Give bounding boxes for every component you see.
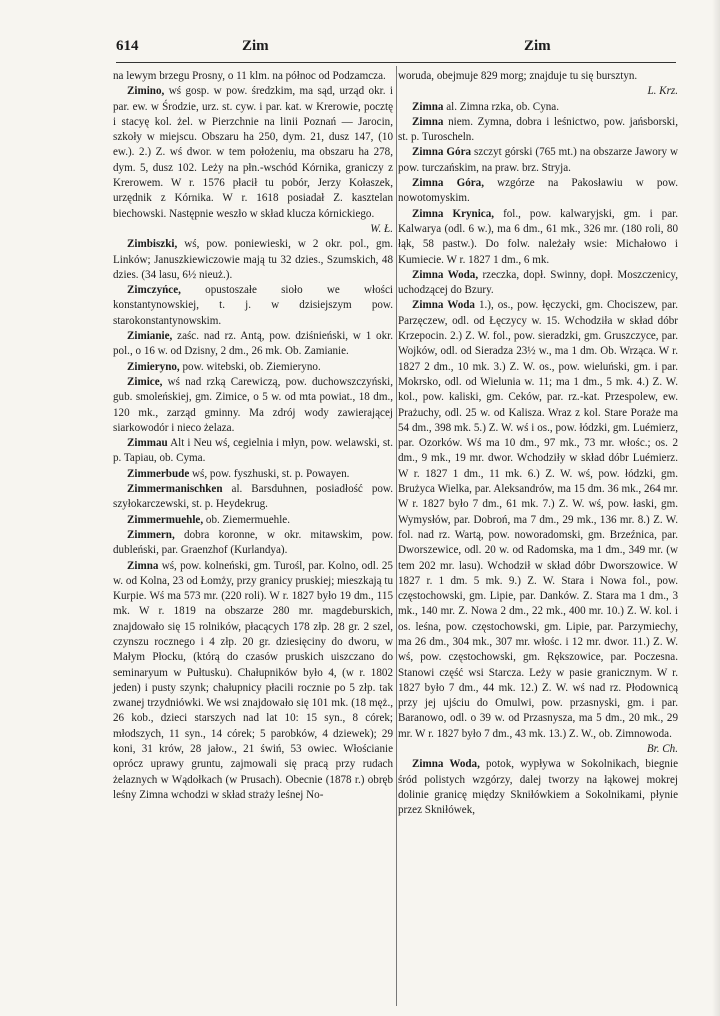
page-edge-shadow [712, 0, 720, 1016]
entry-headword: Zimna Woda, [412, 268, 479, 281]
dictionary-entry [113, 375, 393, 436]
dictionary-entry [398, 176, 678, 207]
running-title-right: Zim [524, 38, 551, 54]
entry-headword: Zimna [412, 100, 444, 113]
dictionary-entry [113, 482, 393, 513]
entry-headword: Zimianie, [127, 330, 173, 343]
entry-headword: Zimna Woda, [412, 758, 480, 771]
dictionary-entry [113, 329, 393, 360]
entry-text: Alt i Neu wś, cegielnia i młyn, pow. welawski, st. p. Tapiau, ob. Cyma. [113, 437, 393, 465]
dictionary-entry [398, 145, 678, 176]
entry-headword: Zimna [412, 115, 444, 128]
dictionary-entry [398, 207, 678, 268]
entry-headword: Zimmermanischken [127, 483, 223, 496]
entry-headword: Zimieryno, [127, 360, 180, 373]
dictionary-entry [398, 757, 678, 818]
dictionary-entry [113, 84, 393, 237]
entry-text: pow. witebski, ob. Ziemieryno. [182, 360, 321, 373]
entry-text: wś gosp. w pow. średzkim, ma sąd, urząd okr. i par. ew. w Środzie, urz. st. cyw. i par. kat. w Krerowie, pocztę i stacyę kol. żel. w Pierzchnie na linii Poznań — Jarocin, szkoły w miejscu. Obszaru ha 250, dym. 21, dusz 147, (10 ew.). 2.) Z. wś dwor. w tem położeniu, ma obszaru ha 278, dym. 5, dusz 102. Leży na płn.-wschód Kórnika, graniczy z Krerowem. W r. 1576 płacił tu pobór, Jerzy Kołaszek, urzędnik z Kórnika. W r. 1618 posiadał Z. kasztelan biechowski. Następnie weszło w skład klucza kórnickiego. [113, 85, 393, 220]
dictionary-entry [113, 513, 393, 528]
entry-headword: Zimbiszki, [127, 238, 178, 251]
dictionary-entry [113, 559, 393, 804]
entry-text: wś, pow. fyszhuski, st. p. Powayen. [192, 467, 350, 480]
author-signature: W. Ł. [370, 222, 393, 235]
dictionary-entry [398, 268, 678, 299]
entry-text: zaśc. nad rz. Antą, pow. dziśnieński, w 1 okr. pol., o 16 w. od Dzisny, 2 dm., 26 mk. Ob. Zamianie. [113, 330, 394, 358]
dictionary-entry [113, 283, 393, 329]
entry-text: fol., pow. kalwaryjski, gm. i par. Kalwarya (odl. 6 w.), ma 6 dm., 61 mk., 326 mr. (180 roli, 80 łąk, 58 pastw.). Do folw. należały wsie: Michałowo i Kumiecie. W r. 1827 1 dm., 6 mk. [398, 207, 678, 266]
dictionary-entry [113, 436, 393, 467]
dictionary-entry [113, 237, 393, 283]
entry-headword: Zimmau [127, 437, 168, 450]
entry-text: dobra koronne, w okr. mitawskim, pow. dubleński, par. Graenzhof (Kurlandya). [113, 528, 393, 557]
entry-text: al. Zimna rzka, ob. Cyna. [446, 100, 559, 113]
entry-headword: Zimna Krynica, [412, 207, 495, 220]
dictionary-entry [113, 69, 393, 84]
running-title-left: Zim [242, 38, 269, 54]
entry-headword: Zimmern, [127, 528, 175, 541]
dictionary-entry [398, 69, 678, 100]
entry-headword: Zimino, [127, 85, 165, 98]
dictionary-entry [398, 115, 678, 146]
entry-headword: Zimna [127, 559, 159, 572]
entry-headword: Zimmerbude [127, 467, 190, 480]
right-column [398, 69, 678, 819]
entry-headword: Zimice, [127, 375, 163, 388]
author-signature: Br. Ch. [646, 743, 678, 756]
header-rule [116, 62, 676, 63]
author-signature: L. Krz. [647, 85, 678, 98]
column-divider [396, 66, 397, 1006]
entry-text: niem. Zymna, dobra i leśnictwo, pow. jańsborski, st. p. Turoscheln. [398, 115, 678, 144]
entry-text: na lewym brzegu Prosny, o 11 klm. na północ od Podzamcza. [113, 70, 386, 82]
entry-text: potok, wypływa w Sokolnikach, biegnie śród polistych wzgórzy, dalej tworzy na łąkowej mokrej dolinie granicę między Skniłówkiem a Sokolnikami, płynie przez Skniłówek, [398, 758, 678, 817]
entry-text: wś nad rzką Carewiczą, pow. duchowszczyński, gub. smoleńskiej, gm. Zimice, o 5 w. od mta powiat., 18 dm., 120 mk., zarząd gminny. Ma zdrój wody zawierającej siarkowodór i nieco żelaza. [113, 375, 393, 434]
dictionary-entry [113, 360, 393, 375]
entry-text: al. Barsduhnen, posiadłość pow. szyłokarczewski, st. p. Heydekrug. [113, 483, 393, 511]
entry-text: szczyt górski (765 mt.) na obszarze Jawory w pow. turczańskim, na praw. brz. Stryja. [398, 146, 678, 174]
dictionary-entry [398, 100, 678, 115]
entry-headword: Zimna Góra, [412, 177, 484, 190]
entry-text: ob. Ziemermuehle. [205, 513, 290, 526]
entry-headword: Zimna Woda [412, 299, 475, 312]
entry-headword: Zimna Góra [412, 146, 472, 159]
dictionary-entry [398, 298, 678, 757]
dictionary-entry [113, 467, 393, 482]
entry-text: opustoszałe sioło we włości konstantynowskiej, t. j. w dzisiejszym pow. starokonstantynowskim. [113, 284, 393, 327]
entry-text: wzgórze na Pakosławiu w pow. nowotomyskim. [398, 177, 678, 205]
entry-headword: Zimmermuehle, [127, 513, 204, 526]
entry-text: rzeczka, dopł. Swinny, dopł. Moszczenicy, uchodzącej do Bzury. [398, 268, 678, 297]
entry-text: wś, pow. poniewieski, w 2 okr. pol., gm. Linków; Januszkiewiczowie mają tu 32 dzies., Szumskich, 48 dzies. (34 lasu, 6½ nieuż.). [113, 238, 393, 281]
entry-text: woruda, obejmuje 829 morg; znajduje tu się bursztyn. [398, 70, 638, 82]
entry-headword: Zimczyńce, [127, 284, 181, 297]
left-column [113, 69, 393, 803]
running-header [116, 38, 676, 60]
entry-text: 1.), os., pow. łęczycki, gm. Chociszew, par. Parzęczew, odl. od Łęczycy w. 15. Wchodziła w skład dóbr Krzepocin. 2.) Z. W. fol., pow. sieradzki, gm. Gruszczyce, par. Wojków, odl. od Sieradza 23½ w., ma 1 dm. Ob. Wrząca. W r. 1827 2 dm., 10 mk. 3.) Z. W. os., pow. wieluński, gm. i par. Mokrsko, odl. od Wielunia w. 11; ma 1 dm., 5 mk. 4.) Z. W. kol., pow. kaliski, gm. Ceków, par. rz.-kat. Przespolew, ew. Prażuchy, odl. 25 w. od Kalisza. Wraz z kol. Stare Poraże ma 54 dm., 398 mk. 5.) Z. W. wś i os., pow. łódzki, gm. Luémierz, par. Ozorków. Wś ma 10 dm., 97 mk., 73 mr. włośc.; os. 2 dm., 9 mk., 19 mr. dwor. Wchodziły w skład dóbr Luémierz. W r. 1827 1 dm., 11 mk. 6.) Z. W. wś, pow. łódzki, gm. Brużyca Wielka, par. Aleksandrów, ma 15 dm. 36 mk., 264 mr. W r. 1827 było 7 dm., 61 mk. 7.) Z. W. wś, pow. łaski, gm. Wymysłów, par. Dobroń, ma 7 dm., 29 mk., 136 mr. 8.) Z. W. fol. nad rz. Wartą, pow. noworadomski, gm. Brzeźnica, par. Dworszewice, odl. 20 w. od Radomska, ma 1 dm., 349 mr. (w tem 202 mr. lasu). Wchodził w skład dóbr Dworszowice. W 1827 r. 1 dm. 5 mk. 9.) Z. W. Stara i Nowa fol., pow. częstochowski, gm. Lipie, par. Danków. Z. Stara ma 1 dm., 3 mk., 140 mr. Z. Nowa 2 dm., 22 mk., 400 mr. 10.) Z. W. kol. i os. leśna, pow. częstochowski, gm. Lipie, par. Parzymiechy, ma 26 dm., 304 mk., 307 mr. włośc. i 12 mr. dwor. 11.) Z. W. wś, pow. częstochowski, gm. Rększowice, par. Poczesna. Stanowi część wsi Starcza. Leży w pasie granicznym. W r. 1827 było 7 dm., 44 mk. 12.) Z. W. wś nad rz. Płodownicą przy jej ujściu do Omulwi, pow. przasnyski, gm. i par. Baranowo, odl. o 39 w. od Przasnysza, ma 5 dm., 20 mk., 29 mr. W r. 1827 było 7 dm., 43 mk. 13.) Z. W., ob. Zimnowoda. [398, 299, 679, 740]
dictionary-entry [113, 528, 393, 559]
page-number: 614 [116, 38, 139, 54]
entry-text: wś, pow. kolneński, gm. Turośl, par. Kolno, odl. 25 w. od Kolna, 23 od Łomży, przy granicy pruskiej; mieszkają tu Kurpie. Wś ma 573 mr. (220 roli). W r. 1827 było 19 dm., 115 mk. W r. 1819 na obszarze 280 mr. magdeburskich, znajdowało się 15 rolników, płacących 178 złp. 28 gr. 2 szel, czynszu rocznego i 4 złp. 20 gr. dziesięciny do dworu, w Małym Płocku, (którą do czasów pruskich uiszczano do seminaryum w Pułtusku). Chałupników było 4, (w r. 1802 jeden) i pusty szynk; chałupnicy płacili rocznie po 5 złp. tak zwanej trzydniówki. We wsi znajdowało się 101 mk. (18 męż., 26 kob., dzieci starszych nad lat 10: 15 syn., 8 córek; młodszych, 11 syn., 14 córek; 5 parobków, 4 dziewek); 29 koni, 31 krów, 28 jałow., 21 świń, 53 owiec. Włościanie oprócz uprawy gruntu, zajmowali się pracą przy rudach żelaznych w Wądołkach (w Prusach). Obecnie (1878 r.) obręb leśny Zimna wchodzi w skład straży leśnej No- [113, 559, 393, 801]
